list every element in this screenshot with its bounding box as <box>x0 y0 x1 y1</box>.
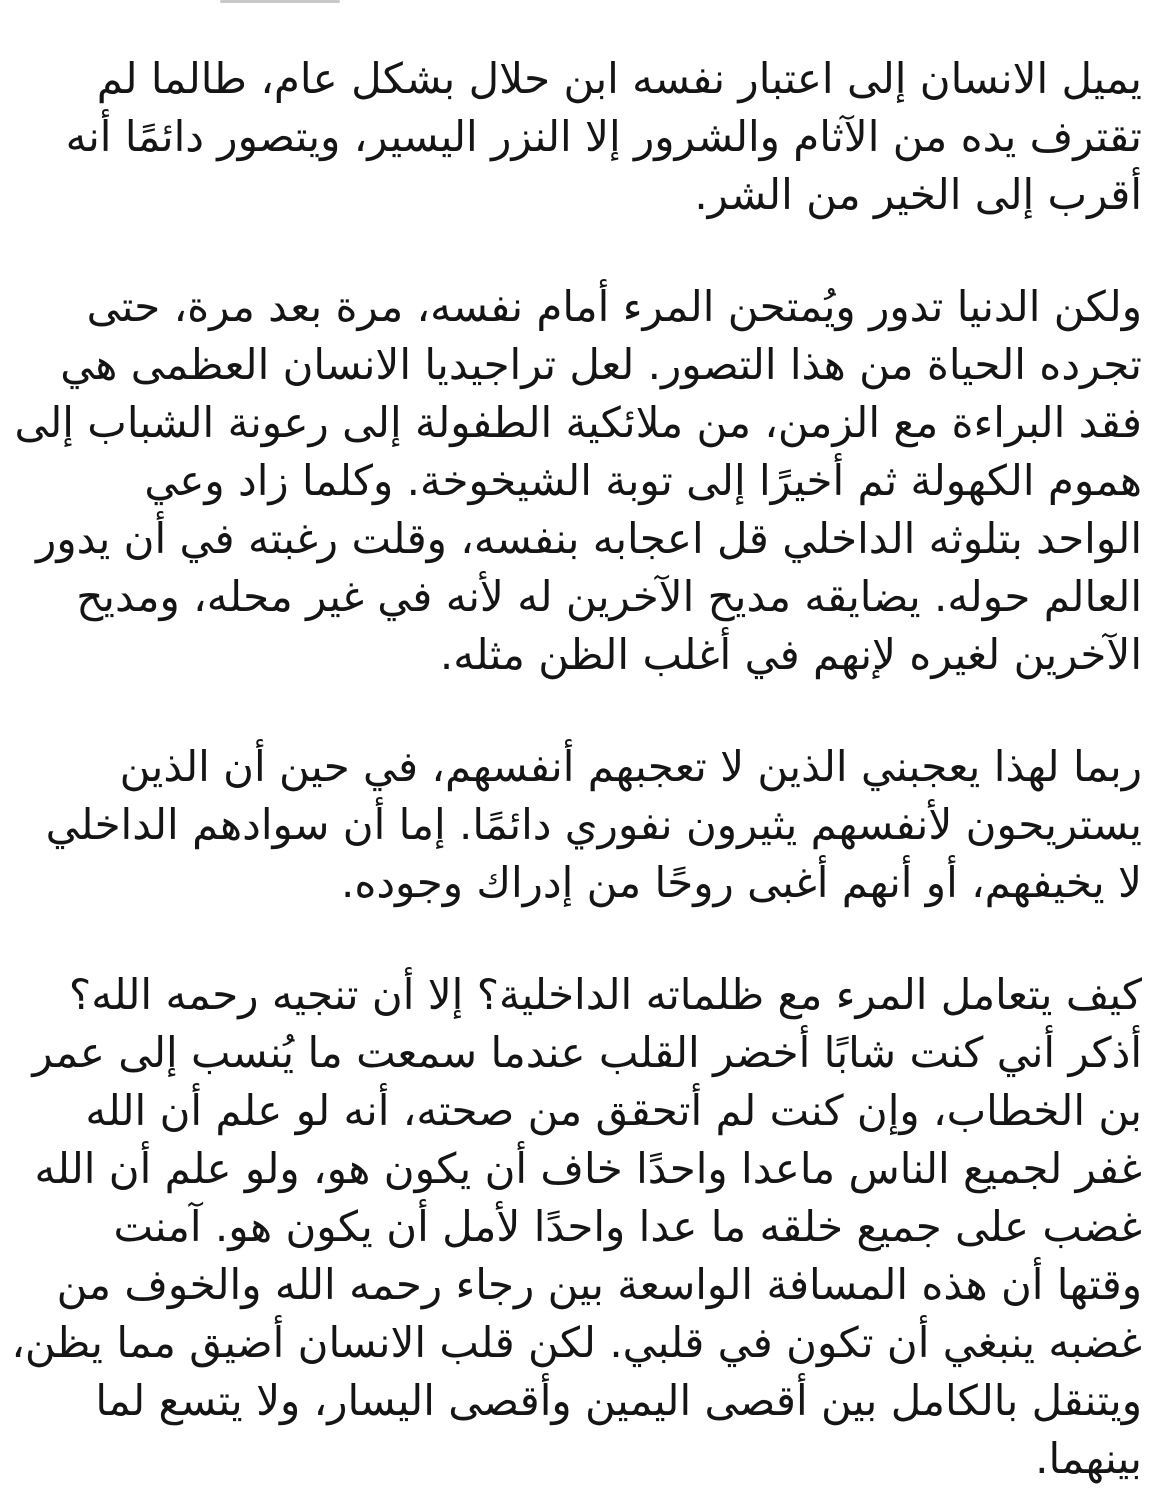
text-line: الواحد بتلوثه الداخلي قل اعجابه بنفسه، وقلت رغبته في أن يدور <box>36 514 1142 563</box>
text-line: ويتنقل بالكامل بين أقصى اليمين وأقصى اليسار، ولا يتسع لما <box>95 1376 1142 1425</box>
text-line: ربما لهذا يعجبني الذين لا تعجبهم أنفسهم، في حين أن الذين <box>119 742 1142 791</box>
text-line: كيف يتعامل المرء مع ظلماته الداخلية؟ إلا أن تنجيه رحمه الله؟ <box>68 970 1142 1019</box>
text-line: تجرده الحياة من هذا التصور. لعل تراجيديا الانسان العظمى هي <box>60 340 1142 389</box>
text-line: بينهما. <box>1035 1434 1142 1483</box>
text-line: لا يخيفهم، أو أنهم أغبى روحًا من إدراك وجوده. <box>340 858 1142 907</box>
text-line: غضبه ينبغي أن تكون في قلبي. لكن قلب الانسان أضيق مما يظن، <box>11 1318 1142 1367</box>
text-line: ولكن الدنيا تدور ويُمتحن المرء أمام نفسه، مرة بعد مرة، حتى <box>86 282 1142 331</box>
text-line: هموم الكهولة ثم أخيرًا إلى توبة الشيخوخة. وكلما زاد وعي <box>144 456 1142 505</box>
paragraph-1 <box>28 50 1142 224</box>
paragraph-4 <box>11 966 1142 1488</box>
text-line: تقترف يده من الآثام والشرور إلا النزر اليسير، ويتصور دائمًا أنه <box>65 112 1142 161</box>
text-line: أذكر أني كنت شابًا أخضر القلب عندما سمعت ما يُنسب إلى عمر <box>32 1028 1142 1077</box>
text-line: يميل الانسان إلى اعتبار نفسه ابن حلال بشكل عام، طالما لم <box>96 54 1142 103</box>
paragraph-2 <box>14 278 1142 684</box>
text-line: يستريحون لأنفسهم يثيرون نفوري دائمًا. إما أن سوادهم الداخلي <box>45 800 1142 849</box>
text-line: أقرب إلى الخير من الشر. <box>694 170 1142 219</box>
text-line: بن الخطاب، وإن كنت لم أتحقق من صحته، أنه لو علم أن الله <box>85 1086 1142 1135</box>
text-line: العالم حوله. يضايقه مديح الآخرين له لأنه في غير محله، ومديح <box>76 572 1142 621</box>
text-line: وقتها أن هذه المسافة الواسعة بين رجاء رحمه الله والخوف من <box>56 1260 1142 1309</box>
text-line: غفر لجميع الناس ماعدا واحدًا خاف أن يكون هو، ولو علم أن الله <box>34 1144 1142 1193</box>
paragraph-3 <box>28 738 1142 912</box>
cut-off-text-fragment <box>220 0 340 3</box>
article-text <box>11 50 1142 1488</box>
text-line: الآخرين لغيره لإنهم في أغلب الظن مثله. <box>439 630 1142 679</box>
text-line: غضب على جميع خلقه ما عدا واحدًا لأمل أن يكون هو. آمنت <box>113 1202 1142 1251</box>
text-line: فقد البراءة مع الزمن، من ملائكية الطفولة إلى رعونة الشباب إلى <box>14 398 1142 447</box>
